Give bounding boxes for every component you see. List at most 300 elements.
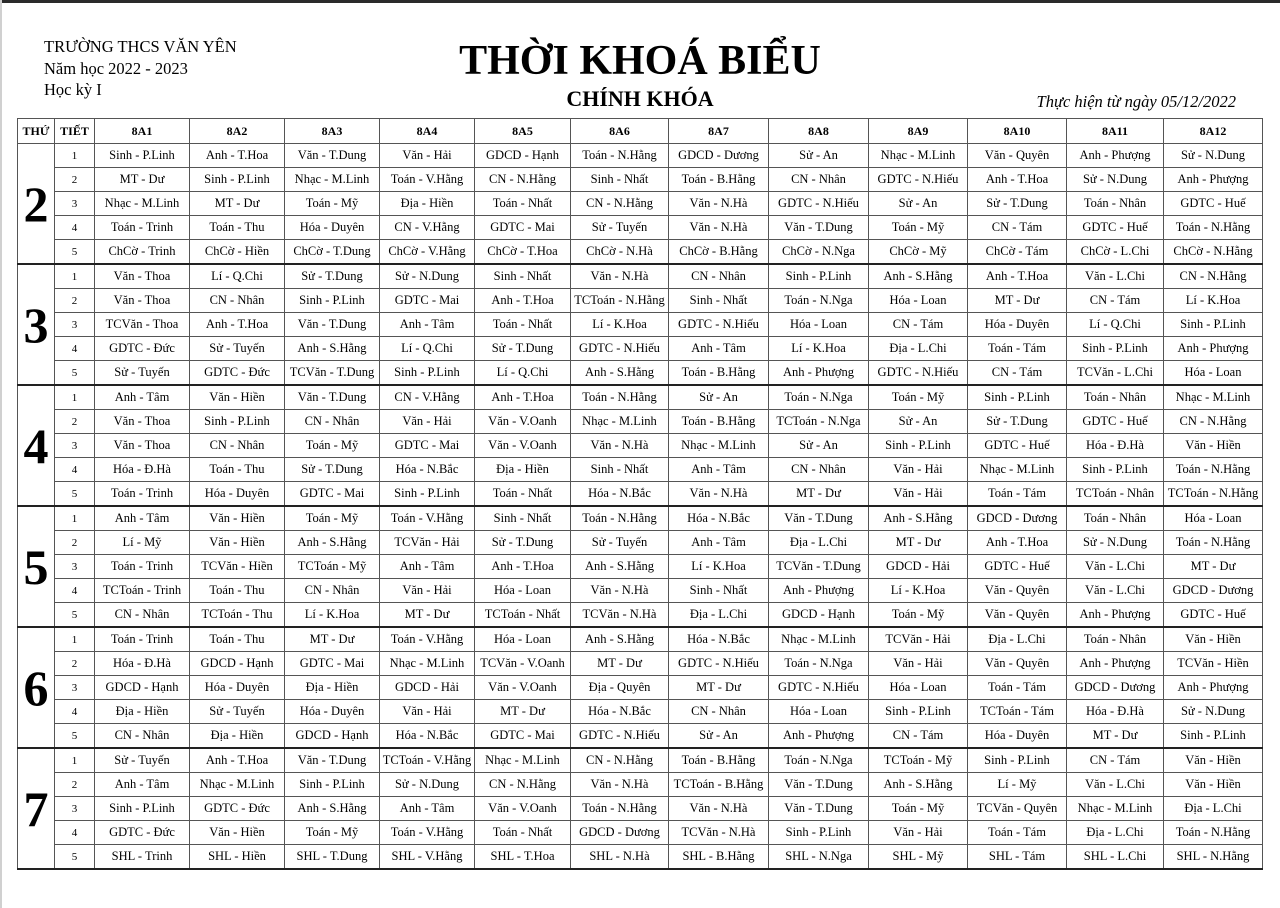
lesson-cell: GDCD - Hạnh bbox=[475, 144, 571, 168]
lesson-cell: Toán - B.Hằng bbox=[669, 410, 769, 434]
period-cell: 5 bbox=[55, 603, 95, 628]
lesson-cell: Văn - Hải bbox=[380, 700, 475, 724]
lesson-cell: Toán - Trinh bbox=[95, 627, 190, 652]
lesson-cell: TCToán - N.Nga bbox=[769, 410, 869, 434]
lesson-cell: Văn - Hải bbox=[380, 579, 475, 603]
lesson-cell: Toán - Trinh bbox=[95, 216, 190, 240]
lesson-cell: Sử - An bbox=[769, 144, 869, 168]
lesson-cell: Nhạc - M.Linh bbox=[95, 192, 190, 216]
lesson-cell: Hóa - N.Bắc bbox=[571, 700, 669, 724]
class-header: 8A4 bbox=[380, 119, 475, 144]
lesson-cell: Sinh - Nhất bbox=[571, 168, 669, 192]
lesson-cell: CN - Nhân bbox=[95, 724, 190, 749]
lesson-cell: Sử - T.Dung bbox=[285, 264, 380, 289]
lesson-cell: Anh - T.Hoa bbox=[475, 385, 571, 410]
lesson-cell: Toán - N.Hằng bbox=[1164, 458, 1263, 482]
top-border bbox=[0, 0, 1280, 3]
lesson-cell: Sinh - Nhất bbox=[669, 289, 769, 313]
lesson-cell: SHL - Mỹ bbox=[869, 845, 968, 870]
period-row bbox=[18, 216, 1263, 240]
lesson-cell: Toán - Tám bbox=[968, 676, 1067, 700]
lesson-cell: Văn - Hiền bbox=[1164, 627, 1263, 652]
lesson-cell: CN - Nhân bbox=[285, 410, 380, 434]
lesson-cell: ChCờ - B.Hằng bbox=[669, 240, 769, 265]
lesson-cell: Địa - Hiền bbox=[475, 458, 571, 482]
lesson-cell: Văn - Quyên bbox=[968, 652, 1067, 676]
lesson-cell: Sinh - Nhất bbox=[475, 506, 571, 531]
lesson-cell: Anh - Phượng bbox=[1164, 168, 1263, 192]
lesson-cell: TCVăn - T.Dung bbox=[769, 555, 869, 579]
lesson-cell: Văn - Thoa bbox=[95, 434, 190, 458]
class-header: 8A9 bbox=[869, 119, 968, 144]
lesson-cell: GDTC - Mai bbox=[285, 652, 380, 676]
lesson-cell: GDTC - Mai bbox=[475, 724, 571, 749]
day-cell: 6 bbox=[18, 627, 55, 748]
lesson-cell: Toán - N.Nga bbox=[769, 748, 869, 773]
lesson-cell: ChCờ - Trinh bbox=[95, 240, 190, 265]
lesson-cell: Toán - N.Nga bbox=[769, 385, 869, 410]
lesson-cell: Văn - Thoa bbox=[95, 264, 190, 289]
lesson-cell: TCToán - Tám bbox=[968, 700, 1067, 724]
lesson-cell: Sử - An bbox=[669, 724, 769, 749]
lesson-cell: Sử - Tuyến bbox=[571, 216, 669, 240]
lesson-cell: Nhạc - M.Linh bbox=[475, 748, 571, 773]
lesson-cell: Toán - Mỹ bbox=[285, 821, 380, 845]
lesson-cell: Lí - K.Hoa bbox=[869, 579, 968, 603]
class-header: 8A10 bbox=[968, 119, 1067, 144]
lesson-cell: Địa - L.Chi bbox=[669, 603, 769, 628]
period-row bbox=[18, 579, 1263, 603]
lesson-cell: CN - Nhân bbox=[769, 168, 869, 192]
lesson-cell: Địa - L.Chi bbox=[1164, 797, 1263, 821]
lesson-cell: Sinh - P.Linh bbox=[968, 748, 1067, 773]
lesson-cell: Toán - Tám bbox=[968, 482, 1067, 507]
lesson-cell: MT - Dư bbox=[475, 700, 571, 724]
lesson-cell: CN - Tám bbox=[1067, 289, 1164, 313]
lesson-cell: Sinh - Nhất bbox=[571, 458, 669, 482]
lesson-cell: Hóa - Duyên bbox=[190, 676, 285, 700]
class-header: 8A12 bbox=[1164, 119, 1263, 144]
lesson-cell: Sử - T.Dung bbox=[968, 410, 1067, 434]
lesson-cell: Anh - T.Hoa bbox=[190, 313, 285, 337]
lesson-cell: Toán - N.Hằng bbox=[1164, 531, 1263, 555]
lesson-cell: Toán - V.Hằng bbox=[380, 627, 475, 652]
lesson-cell: Toán - Thu bbox=[190, 458, 285, 482]
lesson-cell: Sử - An bbox=[869, 192, 968, 216]
class-header: 8A8 bbox=[769, 119, 869, 144]
lesson-cell: CN - Tám bbox=[968, 361, 1067, 386]
lesson-cell: CN - N.Hằng bbox=[1164, 410, 1263, 434]
lesson-cell: Hóa - Duyên bbox=[285, 700, 380, 724]
lesson-cell: Văn - V.Oanh bbox=[475, 797, 571, 821]
lesson-cell: Hóa - Duyên bbox=[968, 724, 1067, 749]
lesson-cell: GDTC - Đức bbox=[95, 821, 190, 845]
lesson-cell: Địa - Hiền bbox=[380, 192, 475, 216]
lesson-cell: GDCD - Hạnh bbox=[769, 603, 869, 628]
lesson-cell: GDCD - Hải bbox=[869, 555, 968, 579]
lesson-cell: Sử - T.Dung bbox=[285, 458, 380, 482]
lesson-cell: Anh - Phượng bbox=[1067, 652, 1164, 676]
timetable-body bbox=[18, 144, 1263, 870]
timetable bbox=[17, 118, 1263, 870]
class-header: 8A2 bbox=[190, 119, 285, 144]
lesson-cell: Sinh - P.Linh bbox=[380, 361, 475, 386]
lesson-cell: Văn - Hải bbox=[869, 821, 968, 845]
period-row bbox=[18, 845, 1263, 870]
lesson-cell: Toán - V.Hằng bbox=[380, 506, 475, 531]
lesson-cell: Văn - Thoa bbox=[95, 410, 190, 434]
lesson-cell: Sử - Tuyến bbox=[95, 748, 190, 773]
lesson-cell: Sử - N.Dung bbox=[1067, 531, 1164, 555]
lesson-cell: Văn - N.Hà bbox=[669, 797, 769, 821]
lesson-cell: Địa - L.Chi bbox=[769, 531, 869, 555]
lesson-cell: GDCD - Dương bbox=[968, 506, 1067, 531]
lesson-cell: GDCD - Hạnh bbox=[95, 676, 190, 700]
lesson-cell: Anh - S.Hằng bbox=[869, 264, 968, 289]
lesson-cell: CN - Tám bbox=[1067, 748, 1164, 773]
lesson-cell: Anh - S.Hằng bbox=[869, 773, 968, 797]
period-cell: 3 bbox=[55, 555, 95, 579]
lesson-cell: Toán - Mỹ bbox=[285, 192, 380, 216]
lesson-cell: Nhạc - M.Linh bbox=[380, 652, 475, 676]
lesson-cell: Sinh - P.Linh bbox=[769, 264, 869, 289]
lesson-cell: Toán - Nhân bbox=[1067, 192, 1164, 216]
lesson-cell: MT - Dư bbox=[669, 676, 769, 700]
lesson-cell: CN - Nhân bbox=[669, 264, 769, 289]
lesson-cell: Văn - N.Hà bbox=[669, 192, 769, 216]
lesson-cell: Sinh - Nhất bbox=[475, 264, 571, 289]
lesson-cell: Sử - Tuyến bbox=[190, 700, 285, 724]
lesson-cell: Lí - Q.Chi bbox=[475, 361, 571, 386]
lesson-cell: Địa - Hiền bbox=[190, 724, 285, 749]
lesson-cell: Văn - T.Dung bbox=[769, 216, 869, 240]
lesson-cell: GDCD - Dương bbox=[669, 144, 769, 168]
lesson-cell: Anh - Tâm bbox=[669, 458, 769, 482]
lesson-cell: Địa - L.Chi bbox=[869, 337, 968, 361]
lesson-cell: TCToán - Trinh bbox=[95, 579, 190, 603]
lesson-cell: Lí - Q.Chi bbox=[190, 264, 285, 289]
lesson-cell: CN - V.Hằng bbox=[380, 216, 475, 240]
lesson-cell: Sinh - P.Linh bbox=[380, 482, 475, 507]
day-cell: 2 bbox=[18, 144, 55, 265]
lesson-cell: Văn - T.Dung bbox=[285, 748, 380, 773]
lesson-cell: GDTC - Huế bbox=[1067, 410, 1164, 434]
lesson-cell: GDCD - Dương bbox=[571, 821, 669, 845]
lesson-cell: Hóa - Đ.Hà bbox=[1067, 700, 1164, 724]
lesson-cell: Hóa - Loan bbox=[1164, 361, 1263, 386]
lesson-cell: TCToán - N.Hằng bbox=[1164, 482, 1263, 507]
lesson-cell: Văn - N.Hà bbox=[571, 579, 669, 603]
lesson-cell: Sinh - P.Linh bbox=[869, 434, 968, 458]
lesson-cell: Sử - N.Dung bbox=[380, 264, 475, 289]
lesson-cell: TCVăn - L.Chi bbox=[1067, 361, 1164, 386]
class-header: 8A11 bbox=[1067, 119, 1164, 144]
lesson-cell: Sinh - P.Linh bbox=[190, 410, 285, 434]
lesson-cell: Toán - Trinh bbox=[95, 482, 190, 507]
lesson-cell: Toán - Mỹ bbox=[869, 385, 968, 410]
lesson-cell: Lí - K.Hoa bbox=[669, 555, 769, 579]
period-cell: 5 bbox=[55, 240, 95, 265]
lesson-cell: Toán - V.Hằng bbox=[380, 168, 475, 192]
lesson-cell: MT - Dư bbox=[380, 603, 475, 628]
lesson-cell: TCVăn - N.Hà bbox=[571, 603, 669, 628]
lesson-cell: SHL - N.Hà bbox=[571, 845, 669, 870]
lesson-cell: GDCD - Hải bbox=[380, 676, 475, 700]
lesson-cell: MT - Dư bbox=[769, 482, 869, 507]
period-row bbox=[18, 337, 1263, 361]
lesson-cell: Toán - Mỹ bbox=[869, 603, 968, 628]
lesson-cell: Toán - N.Hằng bbox=[571, 797, 669, 821]
school-name: TRƯỜNG THCS VĂN YÊN bbox=[44, 37, 237, 56]
period-cell: 1 bbox=[55, 627, 95, 652]
lesson-cell: Văn - V.Oanh bbox=[475, 410, 571, 434]
lesson-cell: TCVăn - Hải bbox=[380, 531, 475, 555]
lesson-cell: Anh - T.Hoa bbox=[475, 555, 571, 579]
period-cell: 3 bbox=[55, 676, 95, 700]
lesson-cell: Sử - An bbox=[869, 410, 968, 434]
semester: Học kỳ I bbox=[44, 80, 102, 99]
period-row bbox=[18, 385, 1263, 410]
class-header: 8A3 bbox=[285, 119, 380, 144]
lesson-cell: Anh - T.Hoa bbox=[475, 289, 571, 313]
lesson-cell: Văn - L.Chi bbox=[1067, 264, 1164, 289]
header-row bbox=[18, 119, 1263, 144]
lesson-cell: MT - Dư bbox=[285, 627, 380, 652]
lesson-cell: TCToán - Nhân bbox=[1067, 482, 1164, 507]
lesson-cell: Văn - T.Dung bbox=[285, 385, 380, 410]
lesson-cell: Toán - Mỹ bbox=[869, 797, 968, 821]
lesson-cell: Văn - Hải bbox=[380, 144, 475, 168]
period-cell: 5 bbox=[55, 482, 95, 507]
lesson-cell: MT - Dư bbox=[869, 531, 968, 555]
lesson-cell: Sử - N.Dung bbox=[1164, 700, 1263, 724]
lesson-cell: Hóa - Loan bbox=[869, 289, 968, 313]
lesson-cell: Sử - An bbox=[769, 434, 869, 458]
lesson-cell: Anh - Tâm bbox=[95, 385, 190, 410]
period-row bbox=[18, 506, 1263, 531]
period-row bbox=[18, 821, 1263, 845]
lesson-cell: Anh - S.Hằng bbox=[285, 797, 380, 821]
lesson-cell: Nhạc - M.Linh bbox=[769, 627, 869, 652]
lesson-cell: Toán - Thu bbox=[190, 627, 285, 652]
lesson-cell: Văn - Quyên bbox=[968, 579, 1067, 603]
period-row bbox=[18, 700, 1263, 724]
lesson-cell: CN - N.Hằng bbox=[571, 192, 669, 216]
period-cell: 4 bbox=[55, 458, 95, 482]
class-header: 8A6 bbox=[571, 119, 669, 144]
lesson-cell: ChCờ - N.Nga bbox=[769, 240, 869, 265]
lesson-cell: Sinh - P.Linh bbox=[1067, 458, 1164, 482]
lesson-cell: GDTC - N.Hiếu bbox=[869, 168, 968, 192]
lesson-cell: Toán - Nhân bbox=[1067, 385, 1164, 410]
class-header: 8A7 bbox=[669, 119, 769, 144]
lesson-cell: Sử - N.Dung bbox=[1164, 144, 1263, 168]
lesson-cell: Anh - Tâm bbox=[380, 797, 475, 821]
lesson-cell: Văn - T.Dung bbox=[285, 313, 380, 337]
lesson-cell: SHL - L.Chi bbox=[1067, 845, 1164, 870]
day-cell: 5 bbox=[18, 506, 55, 627]
lesson-cell: TCVăn - T.Dung bbox=[285, 361, 380, 386]
lesson-cell: CN - N.Hằng bbox=[1164, 264, 1263, 289]
lesson-cell: Toán - Nhân bbox=[1067, 506, 1164, 531]
lesson-cell: Toán - Nhất bbox=[475, 313, 571, 337]
lesson-cell: Lí - K.Hoa bbox=[571, 313, 669, 337]
lesson-cell: ChCờ - V.Hằng bbox=[380, 240, 475, 265]
lesson-cell: Anh - S.Hằng bbox=[285, 531, 380, 555]
lesson-cell: TCToán - V.Hằng bbox=[380, 748, 475, 773]
lesson-cell: Sinh - P.Linh bbox=[190, 168, 285, 192]
lesson-cell: Văn - T.Dung bbox=[769, 506, 869, 531]
period-cell: 1 bbox=[55, 506, 95, 531]
period-row bbox=[18, 627, 1263, 652]
period-cell: 5 bbox=[55, 361, 95, 386]
lesson-cell: GDTC - Huế bbox=[1164, 603, 1263, 628]
lesson-cell: SHL - T.Hoa bbox=[475, 845, 571, 870]
lesson-cell: CN - Tám bbox=[869, 724, 968, 749]
lesson-cell: Lí - Mỹ bbox=[95, 531, 190, 555]
lesson-cell: Anh - S.Hằng bbox=[869, 506, 968, 531]
lesson-cell: Sử - T.Dung bbox=[475, 531, 571, 555]
lesson-cell: Toán - N.Hằng bbox=[571, 385, 669, 410]
lesson-cell: Sử - N.Dung bbox=[380, 773, 475, 797]
day-cell: 7 bbox=[18, 748, 55, 869]
lesson-cell: Hóa - Loan bbox=[475, 579, 571, 603]
lesson-cell: SHL - Hiền bbox=[190, 845, 285, 870]
effective-date: Thực hiện từ ngày 05/12/2022 bbox=[1036, 92, 1236, 111]
lesson-cell: Toán - Trinh bbox=[95, 555, 190, 579]
period-row bbox=[18, 748, 1263, 773]
lesson-cell: Văn - Hiền bbox=[1164, 434, 1263, 458]
period-row bbox=[18, 724, 1263, 749]
lesson-cell: Văn - Hải bbox=[380, 410, 475, 434]
lesson-cell: Lí - K.Hoa bbox=[285, 603, 380, 628]
lesson-cell: GDTC - N.Hiếu bbox=[769, 192, 869, 216]
lesson-cell: Văn - Thoa bbox=[95, 289, 190, 313]
period-row bbox=[18, 458, 1263, 482]
lesson-cell: Toán - Thu bbox=[190, 579, 285, 603]
lesson-cell: CN - Nhân bbox=[669, 700, 769, 724]
lesson-cell: GDTC - N.Hiếu bbox=[571, 337, 669, 361]
class-header: 8A5 bbox=[475, 119, 571, 144]
lesson-cell: Toán - Nhất bbox=[475, 821, 571, 845]
lesson-cell: GDTC - N.Hiếu bbox=[769, 676, 869, 700]
lesson-cell: Sử - T.Dung bbox=[968, 192, 1067, 216]
lesson-cell: SHL - N.Hằng bbox=[1164, 845, 1263, 870]
period-cell: 2 bbox=[55, 531, 95, 555]
lesson-cell: Văn - N.Hà bbox=[571, 773, 669, 797]
period-row bbox=[18, 482, 1263, 507]
lesson-cell: GDTC - Mai bbox=[475, 216, 571, 240]
lesson-cell: Địa - Hiền bbox=[95, 700, 190, 724]
period-cell: 2 bbox=[55, 773, 95, 797]
lesson-cell: GDTC - Đức bbox=[190, 797, 285, 821]
period-cell: 2 bbox=[55, 289, 95, 313]
lesson-cell: Toán - Nhất bbox=[475, 192, 571, 216]
lesson-cell: Văn - N.Hà bbox=[571, 264, 669, 289]
lesson-cell: TCToán - Thu bbox=[190, 603, 285, 628]
lesson-cell: ChCờ - Tám bbox=[968, 240, 1067, 265]
period-cell: 4 bbox=[55, 579, 95, 603]
lesson-cell: TCToán - Mỹ bbox=[869, 748, 968, 773]
lesson-cell: Hóa - Đ.Hà bbox=[95, 652, 190, 676]
period-row bbox=[18, 434, 1263, 458]
period-row bbox=[18, 289, 1263, 313]
lesson-cell: Sinh - P.Linh bbox=[95, 797, 190, 821]
lesson-cell: Toán - Mỹ bbox=[285, 434, 380, 458]
lesson-cell: GDTC - Mai bbox=[380, 434, 475, 458]
lesson-cell: Anh - Tâm bbox=[380, 313, 475, 337]
lesson-cell: Văn - Hải bbox=[869, 652, 968, 676]
page-subtitle: CHÍNH KHÓA bbox=[566, 86, 714, 111]
lesson-cell: CN - Nhân bbox=[190, 289, 285, 313]
lesson-cell: ChCờ - N.Hằng bbox=[1164, 240, 1263, 265]
lesson-cell: Toán - Nhất bbox=[475, 482, 571, 507]
lesson-cell: Văn - Hiền bbox=[190, 821, 285, 845]
lesson-cell: Địa - L.Chi bbox=[968, 627, 1067, 652]
lesson-cell: Anh - T.Hoa bbox=[190, 748, 285, 773]
lesson-cell: Lí - K.Hoa bbox=[769, 337, 869, 361]
lesson-cell: GDTC - Huế bbox=[1067, 216, 1164, 240]
school-year: Năm học 2022 - 2023 bbox=[44, 58, 188, 78]
lesson-cell: Văn - T.Dung bbox=[285, 144, 380, 168]
period-row bbox=[18, 313, 1263, 337]
lesson-cell: SHL - N.Nga bbox=[769, 845, 869, 870]
period-cell: 4 bbox=[55, 700, 95, 724]
lesson-cell: Nhạc - M.Linh bbox=[968, 458, 1067, 482]
period-cell: 1 bbox=[55, 144, 95, 168]
lesson-cell: GDTC - N.Hiếu bbox=[669, 652, 769, 676]
lesson-cell: Văn - L.Chi bbox=[1067, 773, 1164, 797]
lesson-cell: Anh - Phượng bbox=[1067, 144, 1164, 168]
lesson-cell: GDTC - Đức bbox=[190, 361, 285, 386]
lesson-cell: Hóa - N.Bắc bbox=[380, 724, 475, 749]
lesson-cell: CN - Nhân bbox=[95, 603, 190, 628]
lesson-cell: Sinh - P.Linh bbox=[769, 821, 869, 845]
lesson-cell: Sinh - P.Linh bbox=[95, 144, 190, 168]
period-row bbox=[18, 168, 1263, 192]
period-cell: 4 bbox=[55, 821, 95, 845]
lesson-cell: Văn - Hiền bbox=[190, 531, 285, 555]
lesson-cell: Toán - Tám bbox=[968, 821, 1067, 845]
lesson-cell: Văn - V.Oanh bbox=[475, 676, 571, 700]
lesson-cell: TCVăn - Hải bbox=[869, 627, 968, 652]
lesson-cell: Toán - Mỹ bbox=[285, 506, 380, 531]
period-row bbox=[18, 240, 1263, 265]
lesson-cell: MT - Dư bbox=[1164, 555, 1263, 579]
lesson-cell: Anh - Tâm bbox=[380, 555, 475, 579]
lesson-cell: SHL - T.Dung bbox=[285, 845, 380, 870]
lesson-cell: Hóa - Đ.Hà bbox=[1067, 434, 1164, 458]
lesson-cell: GDTC - Huế bbox=[968, 434, 1067, 458]
lesson-cell: Sử - N.Dung bbox=[1067, 168, 1164, 192]
lesson-cell: TCVăn - Quyên bbox=[968, 797, 1067, 821]
lesson-cell: Sinh - P.Linh bbox=[1067, 337, 1164, 361]
lesson-cell: Toán - Thu bbox=[190, 216, 285, 240]
lesson-cell: ChCờ - T.Hoa bbox=[475, 240, 571, 265]
lesson-cell: CN - N.Hằng bbox=[475, 168, 571, 192]
lesson-cell: SHL - B.Hằng bbox=[669, 845, 769, 870]
lesson-cell: Văn - Quyên bbox=[968, 603, 1067, 628]
lesson-cell: Anh - S.Hằng bbox=[285, 337, 380, 361]
lesson-cell: Toán - Mỹ bbox=[869, 216, 968, 240]
lesson-cell: Nhạc - M.Linh bbox=[1067, 797, 1164, 821]
lesson-cell: MT - Dư bbox=[95, 168, 190, 192]
period-cell: 2 bbox=[55, 168, 95, 192]
lesson-cell: Địa - Quyên bbox=[571, 676, 669, 700]
period-cell: 1 bbox=[55, 748, 95, 773]
lesson-cell: Anh - S.Hằng bbox=[571, 555, 669, 579]
lesson-cell: Sử - Tuyến bbox=[190, 337, 285, 361]
